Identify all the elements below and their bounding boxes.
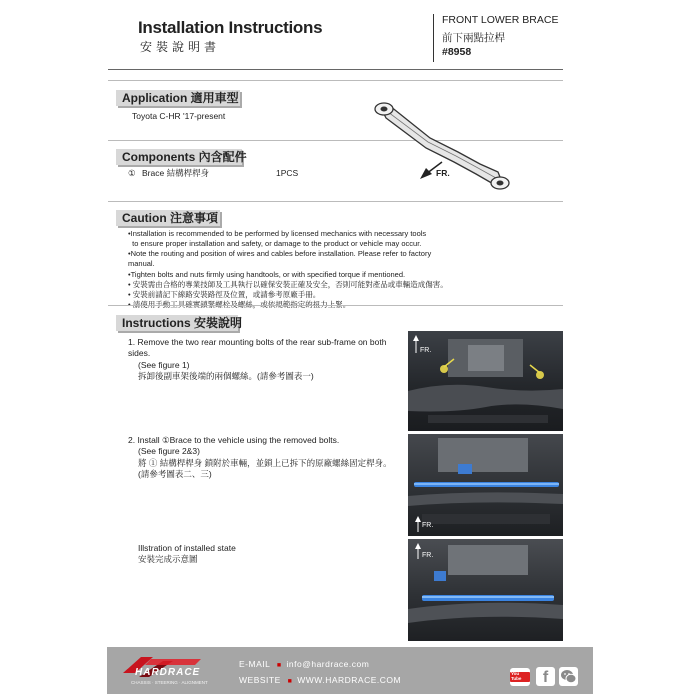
email-link[interactable]: info@hardrace.com	[286, 659, 370, 669]
step-2-figure-ref-chinese: (請參考圖表二、三)	[138, 469, 212, 480]
figure-1-photo	[408, 331, 563, 431]
caution-line: •Tighten bolts and nuts firmly using handtools, or with specified torque if mentioned.	[128, 269, 406, 279]
section-rule	[108, 201, 563, 202]
step-1-chinese: 拆卸後副車架後端的兩個螺絲。(請參考圖表一)	[138, 371, 314, 382]
website-row	[239, 675, 401, 685]
product-name-chinese: 前下兩點拉桿	[442, 32, 505, 44]
application-heading-text: Application 適用車型	[122, 90, 239, 105]
youtube-icon[interactable]: You Tube	[510, 668, 530, 686]
facebook-icon[interactable]: f	[536, 667, 555, 686]
header-divider	[433, 14, 434, 62]
caution-line: •Installation is recommended to be performed by licensed mechanics with necessary tools	[128, 229, 427, 238]
caution-heading-text: Caution 注意事項	[122, 210, 218, 225]
bullet-icon: ■	[287, 678, 293, 685]
caution-line: •Note the routing and position of wires and cables before installation. Please refer to factory manual.	[128, 249, 432, 269]
vehicle-application: Toyota C-HR '17-present	[132, 111, 226, 121]
caution-heading	[116, 208, 218, 226]
footer	[107, 647, 593, 694]
component-quantity: 1PCS	[276, 168, 299, 178]
photo-direction-label: FR.	[422, 522, 434, 529]
header-rule	[108, 69, 563, 70]
component-name: Brace 結構桿桿身	[142, 168, 210, 178]
photo-direction-label: FR.	[422, 552, 434, 559]
step-1	[128, 337, 406, 383]
photo-direction-label: FR.	[420, 347, 432, 354]
page-title-chinese: 安裝說明書	[140, 40, 221, 54]
brand-tagline: CHASSIS · STEERING · ALIGNMENT	[131, 680, 208, 685]
product-name: FRONT LOWER BRACE	[442, 14, 559, 26]
step-1-text: 1. Remove the two rear mounting bolts of the rear sub-frame on both sides.	[128, 337, 387, 359]
bullet-icon: ■	[276, 662, 282, 669]
figure-3-photo	[408, 539, 563, 641]
component-number: ①	[128, 168, 136, 178]
page-title: Installation Instructions	[138, 18, 323, 37]
installed-caption	[138, 543, 236, 566]
section-rule	[108, 305, 563, 306]
instructions-heading-text: Instructions 安裝說明	[122, 315, 243, 330]
components-heading	[116, 147, 247, 165]
step-2-text: 2. Install ①Brace to the vehicle using the removed bolts.	[128, 435, 340, 445]
email-label: E-MAIL	[239, 659, 271, 669]
caution-line: • 安裝需由合格的專業技師及工具執行以確保安裝正確及安全，否則可能對產品或車輛造成傷害。	[128, 279, 448, 289]
brand-name: HARDRACE	[135, 667, 201, 678]
bushing-icon	[491, 177, 509, 189]
caution-line: • 安裝前請記下線路安裝路徑及位置，或請參考原廠手冊。	[128, 289, 321, 299]
installed-caption-text: Illstration of installed state	[138, 543, 236, 553]
caution-line: to ensure proper installation and safety, or damage to the product or vehicle may occur.	[128, 239, 422, 249]
step-1-figure-ref: (See figure 1)	[138, 359, 190, 370]
bushing-icon	[375, 103, 393, 115]
application-heading	[116, 88, 239, 106]
step-2-chinese: 將 ① 結構桿桿身 鎖附於車輛，並鎖上已拆下的原廠螺絲固定桿身。	[138, 457, 392, 468]
part-number: #8958	[442, 46, 472, 58]
step-2-figure-ref: (See figure 2&3)	[138, 446, 200, 457]
caution-list	[128, 229, 458, 310]
wechat-icon[interactable]	[559, 667, 578, 686]
section-rule	[108, 80, 563, 81]
step-2	[128, 435, 406, 481]
website-label: WEBSITE	[239, 675, 281, 685]
brace-diagram	[360, 90, 520, 200]
figure-2-photo	[408, 434, 563, 536]
installed-caption-chinese: 安裝完成示意圖	[138, 554, 198, 565]
instructions-heading	[116, 313, 242, 331]
email-row	[239, 659, 369, 669]
direction-label: FR.	[436, 168, 450, 178]
components-heading-text: Components 內含配件	[122, 149, 247, 164]
website-link[interactable]: WWW.HARDRACE.COM	[297, 675, 402, 685]
